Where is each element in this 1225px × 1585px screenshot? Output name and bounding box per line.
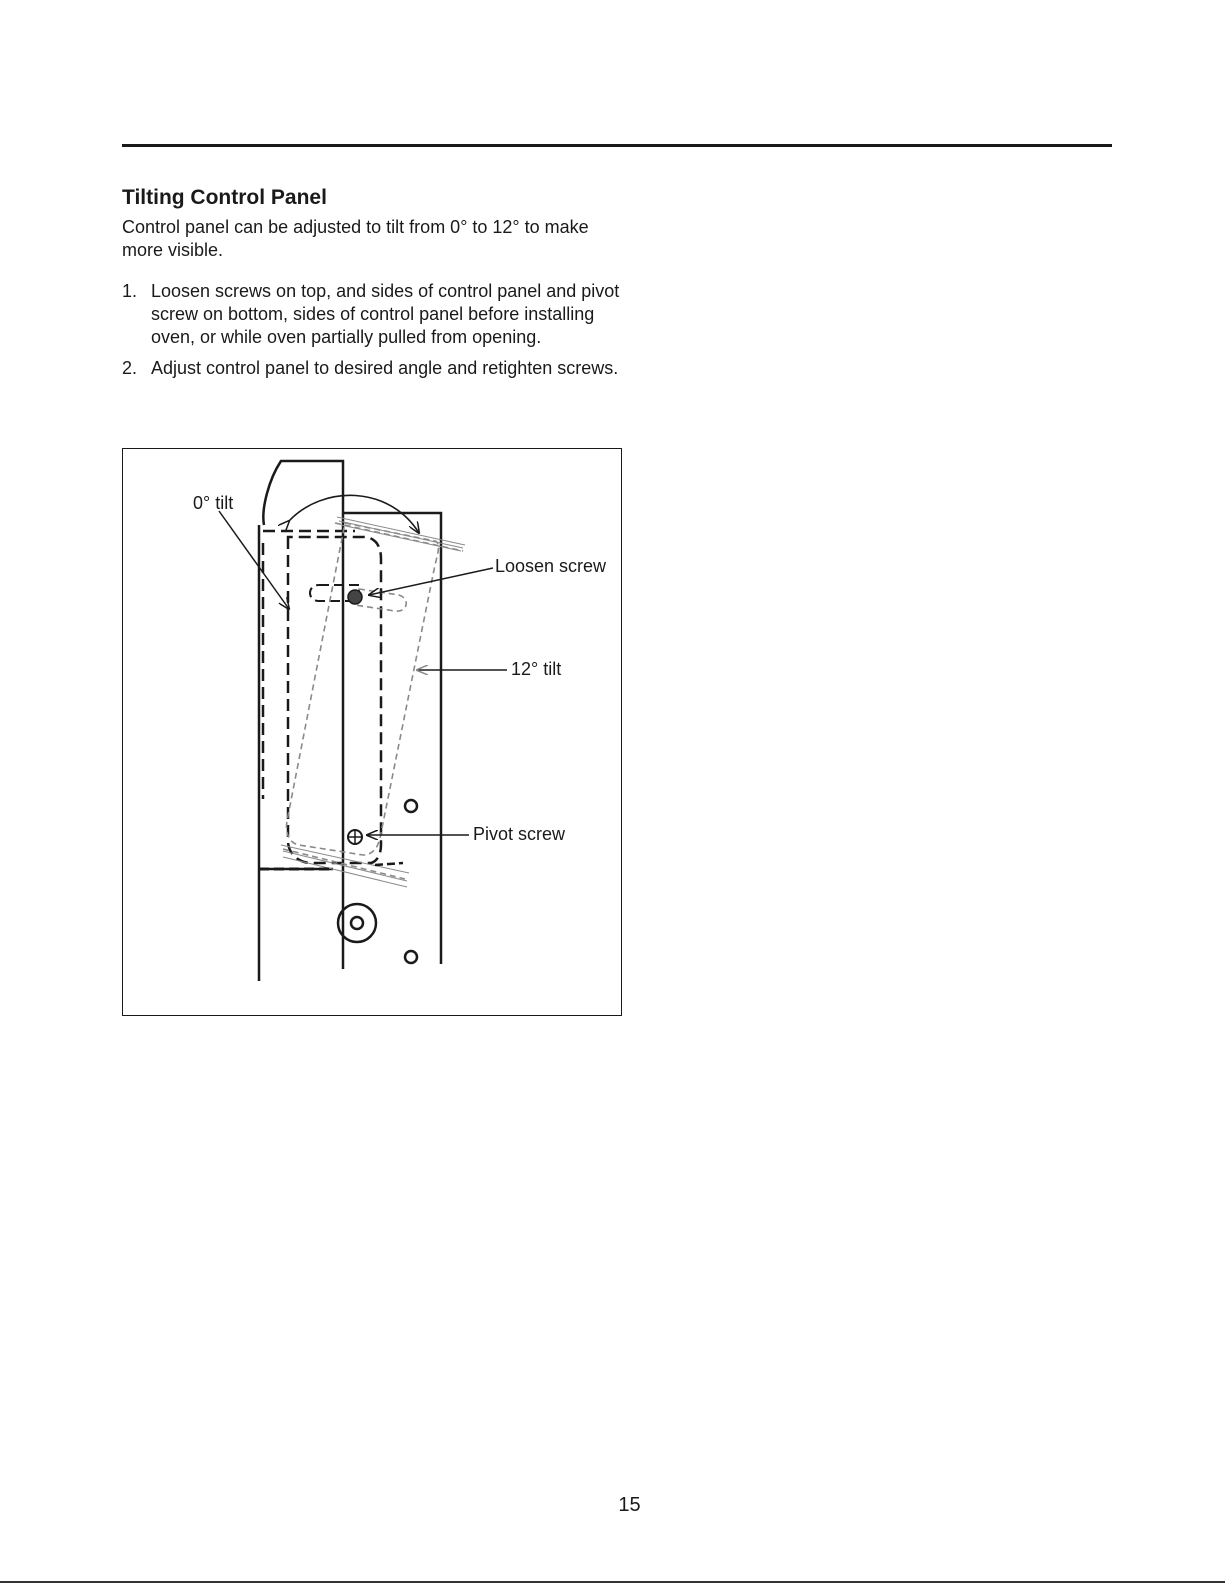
top-rule <box>122 144 1112 147</box>
pivot-screw-label: Pivot screw <box>473 824 566 844</box>
step-text: Adjust control panel to desired angle and retighten screws. <box>151 358 619 378</box>
twelve-tilt-label: 12° tilt <box>511 659 562 679</box>
step-text: Loosen screws on top, and sides of control panel and pivot screw on bottom, sides of control panel before installing oven, or while oven partially pulled from opening. <box>151 281 620 347</box>
panel-zero-tilt-outline <box>263 531 381 863</box>
zero-tilt-label: 0° tilt <box>193 493 234 513</box>
steps-list <box>122 280 642 380</box>
bottom-rule <box>0 1581 1225 1583</box>
mounting-hole <box>405 951 417 963</box>
step-item <box>122 280 621 349</box>
section-title: Tilting Control Panel <box>122 186 327 209</box>
step-number: 1. <box>122 281 138 301</box>
twelve-tilt-bottom-hatch <box>281 845 409 887</box>
tilt-diagram-figure <box>122 448 622 1016</box>
page-number: 15 <box>618 1494 641 1516</box>
loosen-screw-label: Loosen screw <box>495 556 607 576</box>
zero-tilt-leader <box>219 511 289 609</box>
zero-tilt-bottom-tab <box>375 863 403 865</box>
step-number: 2. <box>122 358 138 378</box>
loosen-screw-leader <box>369 568 493 595</box>
oven-frame <box>259 461 441 981</box>
twelve-tilt-top-hatch <box>337 517 465 551</box>
mounting-hole <box>405 800 417 812</box>
tilting-control-panel-section <box>122 186 642 388</box>
intro-paragraph: Control panel can be adjusted to tilt from 0° to 12° to make more visible. <box>122 217 589 260</box>
tilt-diagram-drawing <box>123 449 623 1017</box>
panel-twelve-tilt-outline <box>283 523 463 879</box>
loosen-screw-head <box>348 590 362 604</box>
step-item <box>122 357 621 380</box>
